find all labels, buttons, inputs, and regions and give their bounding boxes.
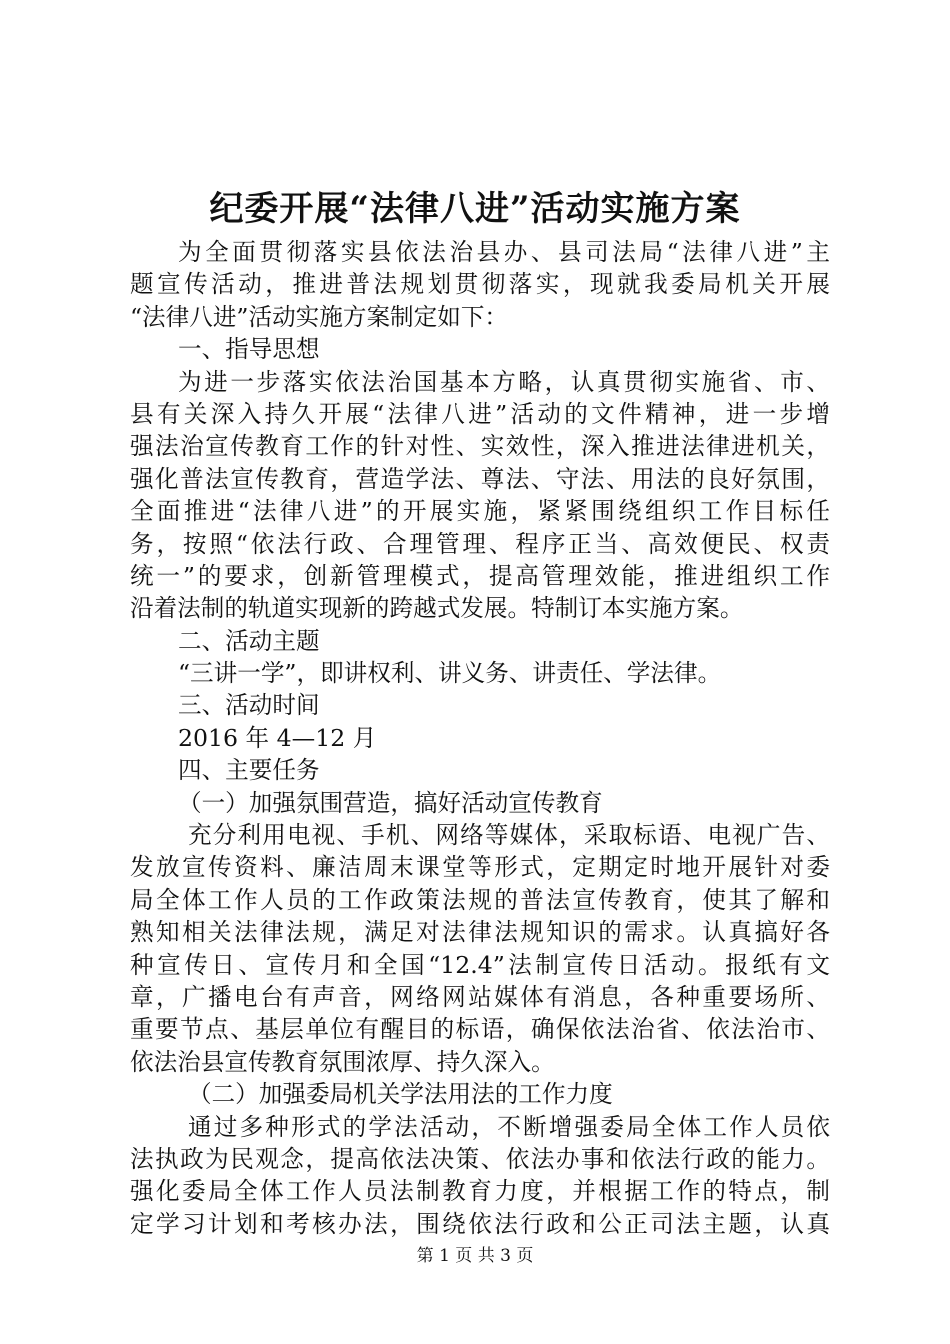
paragraph-line: 沿着法制的轨道实现新的跨越式发展。特制订本实施方案。 (130, 594, 744, 623)
subsection-heading: （一）加强氛围营造，搞好活动宣传教育 (178, 788, 603, 817)
paragraph-line: 发放宣传资料、廉洁周末课堂等形式，定期定时地开展针对委 (130, 853, 830, 882)
paragraph-line: 种宣传日、宣传月和全国“12.4”法制宣传日活动。报纸有文 (130, 950, 830, 979)
paragraph-line: 县有关深入持久开展“法律八进”活动的文件精神，进一步增 (130, 399, 830, 428)
paragraph-line: “法律八进”活动实施方案制定如下： (130, 302, 509, 331)
paragraph-line: 强化委局全体工作人员法制教育力度，并根据工作的特点，制 (130, 1177, 830, 1206)
paragraph-line: 强法治宣传教育工作的针对性、实效性，深入推进法律进机关， (130, 432, 830, 461)
paragraph-line: 务，按照“依法行政、合理管理、程序正当、高效便民、权责 (130, 529, 830, 558)
section-heading: 二、活动主题 (178, 626, 320, 655)
paragraph-line: 为进一步落实依法治国基本方略，认真贯彻实施省、市、 (178, 367, 830, 396)
paragraph-line: 依法治县宣传教育氛围浓厚、持久深入。 (130, 1047, 555, 1076)
paragraph-line: 章，广播电台有声音，网络网站媒体有消息，各种重要场所、 (130, 982, 830, 1011)
paragraph-line: “三讲一学”，即讲权利、讲义务、讲责任、学法律。 (178, 659, 722, 688)
section-heading: 一、指导思想 (178, 335, 320, 364)
paragraph-line: 法执政为民观念，提高依法决策、依法办事和依法行政的能力。 (130, 1144, 830, 1173)
paragraph-line: 强化普法宣传教育，营造学法、尊法、守法、用法的良好氛围， (130, 464, 830, 493)
paragraph-line: 定学习计划和考核办法，围绕依法行政和公正司法主题，认真 (130, 1209, 830, 1238)
paragraph-line: 充分利用电视、手机、网络等媒体，采取标语、电视广告、 (188, 821, 830, 850)
paragraph-line: 重要节点、基层单位有醒目的标语，确保依法治省、依法治市、 (130, 1015, 830, 1044)
paragraph-line: 统一”的要求，创新管理模式，提高管理效能，推进组织工作 (130, 561, 830, 590)
subsection-heading: （二）加强委局机关学法用法的工作力度 (188, 1080, 613, 1109)
paragraph-line: 为全面贯彻落实县依法治县办、县司法局“法律八进”主 (178, 238, 830, 266)
paragraph-line: 通过多种形式的学法活动，不断增强委局全体工作人员依 (188, 1112, 830, 1141)
page-footer: 第 1 页 共 3 页 (416, 1246, 534, 1266)
document-title: 纪委开展“法律八进”活动实施方案 (209, 189, 741, 229)
section-heading: 四、主要任务 (178, 756, 320, 785)
date-line: 2016 年 4—12 月 (178, 723, 377, 752)
section-heading: 三、活动时间 (178, 691, 320, 720)
paragraph-line: 题宣传活动，推进普法规划贯彻落实，现就我委局机关开展 (130, 270, 830, 299)
paragraph-line: 熟知相关法律法规，满足对法律法规知识的需求。认真搞好各 (130, 918, 830, 947)
paragraph-line: 局全体工作人员的工作政策法规的普法宣传教育，使其了解和 (130, 885, 830, 914)
document-body (130, 236, 830, 1240)
paragraph-line: 全面推进“法律八进”的开展实施，紧紧围绕组织工作目标任 (130, 497, 830, 526)
